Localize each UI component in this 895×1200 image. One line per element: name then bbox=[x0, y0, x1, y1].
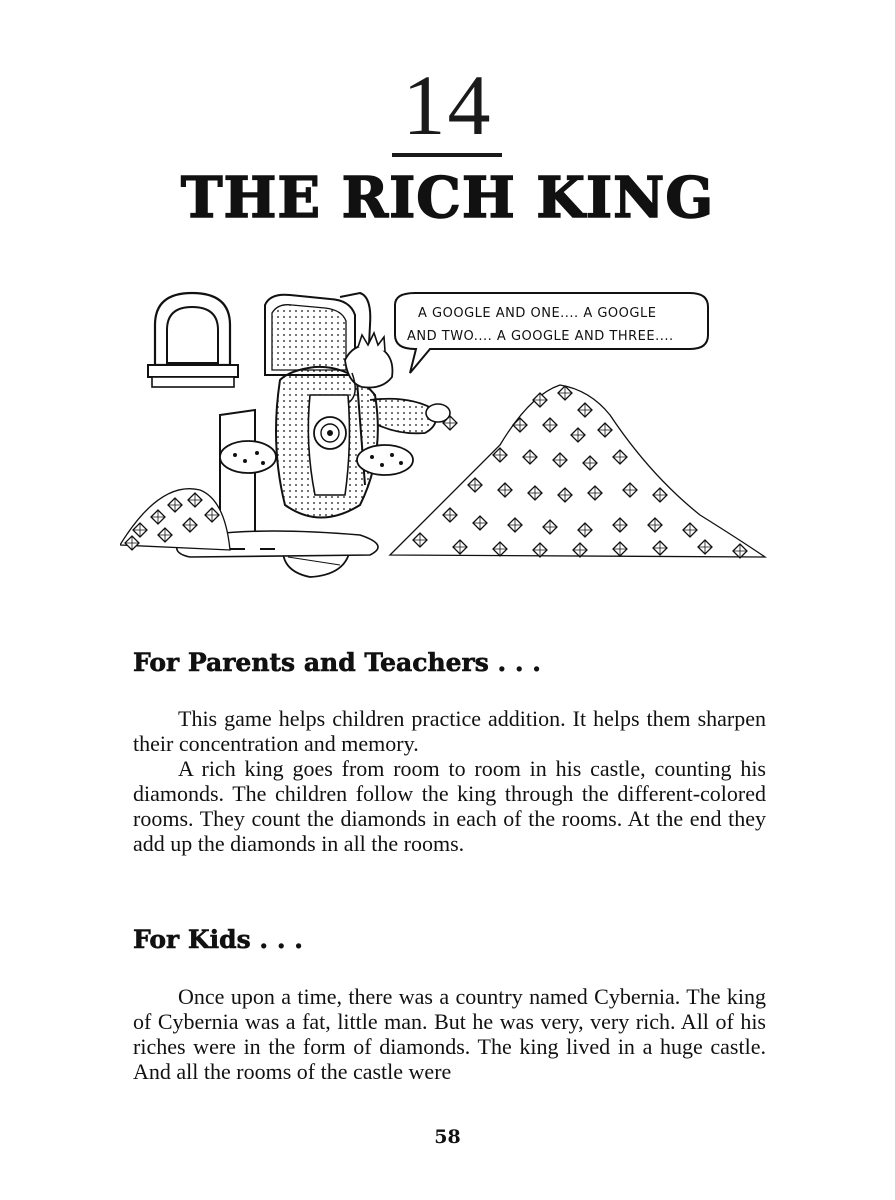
parents-section-heading: For Parents and Teachers . . . bbox=[133, 648, 542, 677]
chapter-number: 14 bbox=[402, 57, 493, 153]
kids-paragraph-1: Once upon a time, there was a country named Cybernia. The king of Cybernia was a fat, little man. But he was very, very rich. All of his riches were in the form of diamonds. The king lived in a huge castle. And all the rooms of the castle were bbox=[133, 984, 766, 1084]
parents-paragraph-2: A rich king goes from room to room in his castle, counting his diamonds. The children follow the king through the different-colored rooms. They count the diamonds in each of the rooms. At the end they add up the diamonds in all the rooms. bbox=[133, 756, 766, 856]
chapter-rule bbox=[392, 153, 502, 157]
parents-paragraph-1: This game helps children practice addition. It helps them sharpen their concentration and memory. bbox=[133, 706, 766, 756]
left-diamond-pile bbox=[120, 489, 230, 550]
speech-line-2: AND TWO.... A GOOGLE AND THREE.... bbox=[407, 329, 674, 344]
speech-bubble bbox=[395, 293, 708, 373]
castle-window bbox=[148, 293, 238, 387]
page-number: 58 bbox=[434, 1126, 461, 1148]
parents-section-body bbox=[133, 706, 766, 856]
kids-section-heading: For Kids . . . bbox=[133, 925, 303, 954]
chapter-title: THE RICH KING bbox=[180, 165, 715, 231]
rich-king-illustration bbox=[120, 285, 770, 585]
speech-line-1: A GOOGLE AND ONE.... A GOOGLE bbox=[418, 306, 657, 321]
kids-section-body bbox=[133, 984, 766, 1084]
